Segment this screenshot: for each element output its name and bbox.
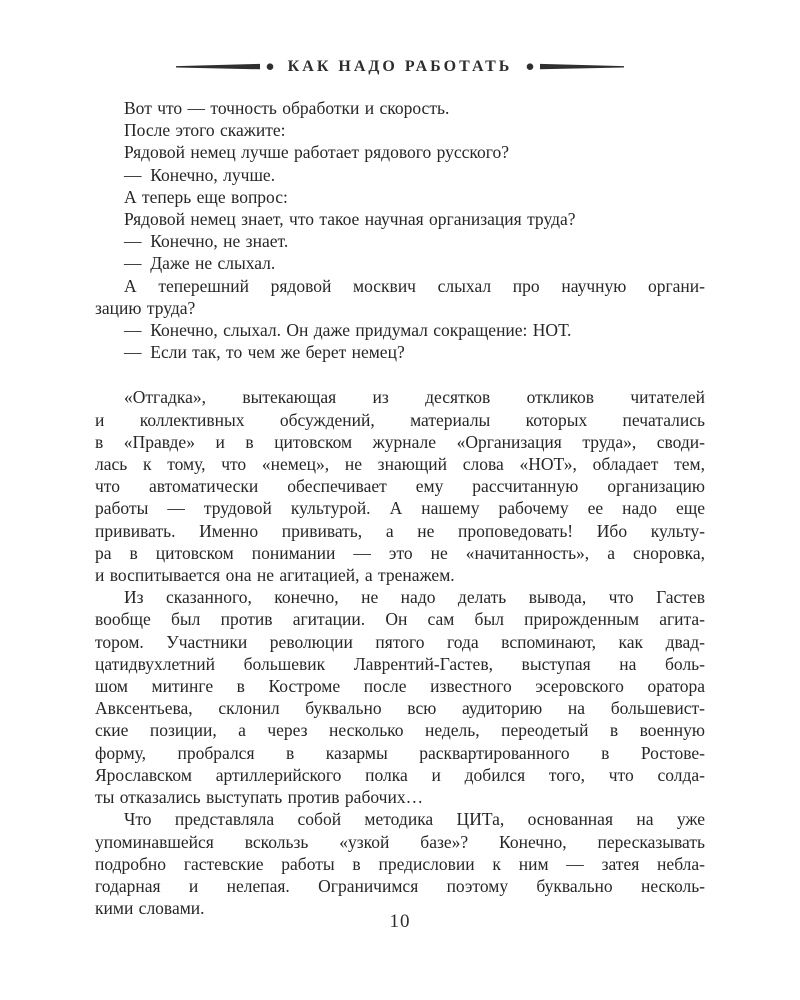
text-line: подробно гастевские работы в предисловии к ним — затея небла-: [95, 853, 705, 874]
running-title: КАК НАДО РАБОТАТЬ: [287, 58, 513, 75]
text-line: — Даже не слыхал.: [124, 253, 276, 274]
text-line: годарная и нелепая. Ограничимся поэтому буквально несколь-: [95, 875, 705, 896]
text-line: Авксентьева, склонил буквально всю аудиторию на большевист-: [95, 698, 705, 719]
text-line: зацию труда?: [95, 297, 196, 318]
text-line: «Отгадка», вытекающая из десятков откликов читателей: [124, 387, 705, 408]
text-line: шом митинге в Костроме после известного эсеровского оратора: [95, 676, 705, 697]
text-line: Из сказанного, конечно, не надо делать вывода, что Гастев: [124, 587, 705, 608]
page-body: [95, 97, 705, 919]
text-line: — Конечно, лучше.: [124, 164, 276, 185]
text-line: вообще был против агитации. Он сам был прирожденным агита-: [95, 609, 705, 630]
text-line: ты отказались выступать против рабочих…: [95, 787, 424, 808]
text-line: что автоматически обеспечивает ему рассчитанную организацию: [95, 476, 705, 497]
text-line: упоминавшейся вскользь «узкой базе»? Конечно, пересказывать: [95, 831, 705, 852]
text-line: форму, пробрался в казармы расквартированного в Ростове-: [95, 742, 705, 763]
text-line: Вот что — точность обработки и скорость.: [124, 98, 450, 118]
text-line: в «Правде» и в цитовском журнале «Организация труда», своди-: [95, 431, 705, 452]
text-line: и воспитывается она не агитацией, а тренажем.: [95, 565, 455, 586]
text-line: — Конечно, не знает.: [124, 231, 289, 252]
text-line: Рядовой немец лучше работает рядового русского?: [124, 142, 510, 163]
header-rule-left-icon: [176, 61, 276, 73]
text-line: прививать. Именно прививать, а не проповедовать! Ибо культу-: [95, 520, 705, 541]
text-line: ские позиции, а через несколько недель, переодетый в военную: [95, 720, 705, 741]
text-line: работы — трудовой культурой. А нашему рабочему ее надо еще: [95, 498, 705, 519]
text-line: Что представляла собой методика ЦИТа, основанная на уже: [124, 809, 705, 830]
text-line: После этого скажите:: [124, 120, 286, 141]
page-number: 10: [389, 911, 411, 932]
header-rule-right-icon: [524, 61, 624, 73]
text-line: лась к тому, что «немец», не знающий слова «НОТ», обладает тем,: [95, 454, 705, 475]
text-line: А теперешний рядовой москвич слыхал про научную органи-: [124, 275, 705, 296]
text-line: ра в цитовском понимании — это не «начитанность», а сноровка,: [95, 542, 705, 563]
text-line: Рядовой немец знает, что такое научная организация труда?: [124, 209, 576, 230]
text-line: А теперь еще вопрос:: [124, 186, 288, 207]
text-line: Ярославском артиллерийского полка и добился того, что солда-: [95, 764, 705, 785]
running-header: [0, 58, 800, 76]
text-line: цатидвухлетний большевик Лаврентий-Гастев, выступая на боль-: [95, 653, 705, 674]
text-line: — Если так, то чем же берет немец?: [124, 342, 405, 363]
text-line: — Конечно, слыхал. Он даже придумал сокращение: НОТ.: [124, 320, 572, 341]
paragraph-break: [95, 363, 705, 386]
text-line: кими словами.: [95, 898, 205, 919]
text-line: и коллективных обсуждений, материалы которых печатались: [95, 409, 705, 430]
text-line: тором. Участники революции пятого года вспоминают, как двад-: [95, 631, 705, 652]
